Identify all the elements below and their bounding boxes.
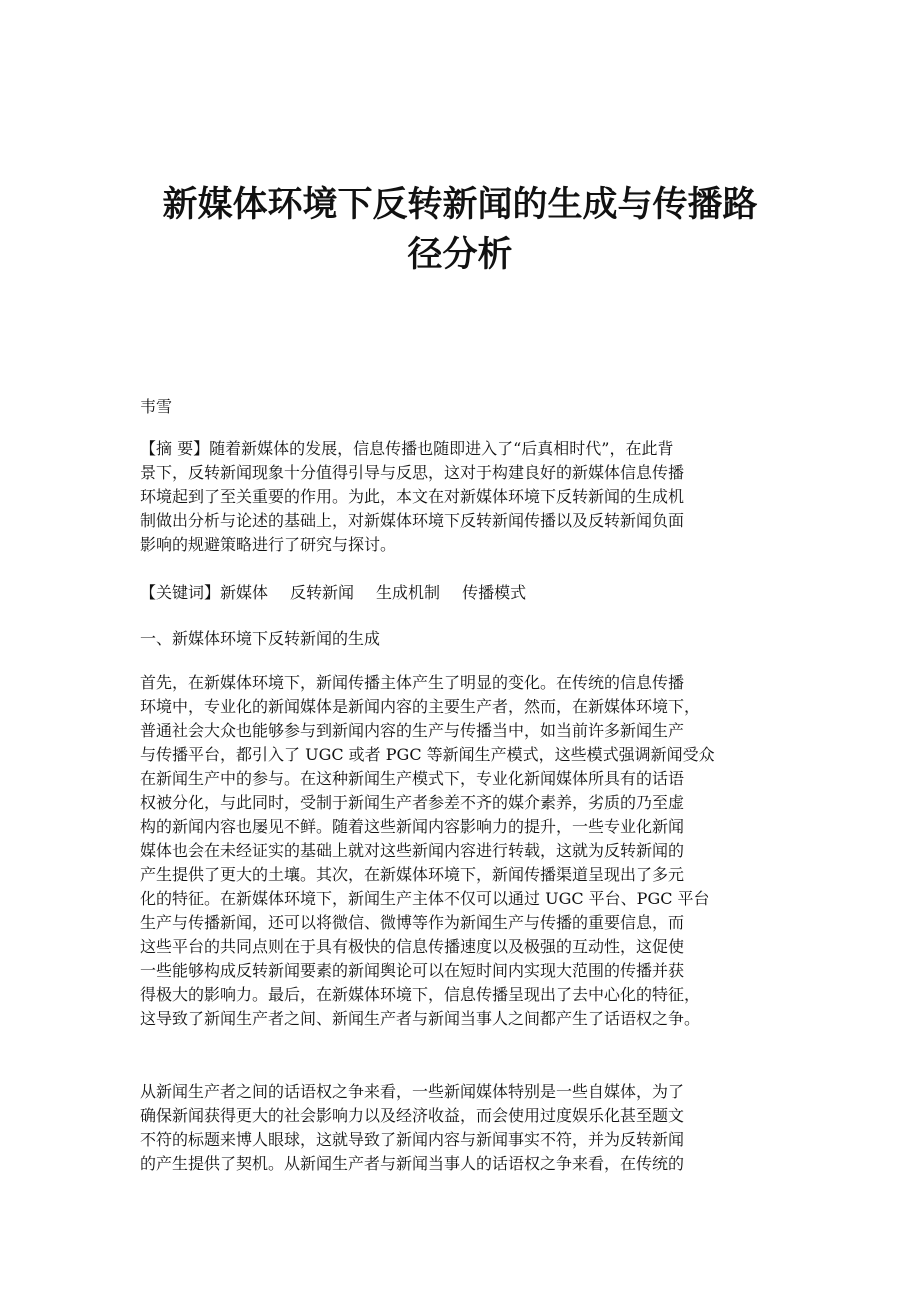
paragraph-line: 普通社会大众也能够参与到新闻内容的生产与传播当中，如当前许多新闻生产: [140, 721, 685, 740]
paragraph-line: 首先，在新媒体环境下，新闻传播主体产生了明显的变化。在传统的信息传播: [140, 673, 685, 692]
title-line-1: 新媒体环境下反转新闻的生成与传播路: [162, 185, 758, 225]
abstract-line: 【摘 要】随着新媒体的发展，信息传播也随即进入了“后真相时代”，在此背: [140, 439, 674, 458]
abstract-line: 制做出分析与论述的基础上，对新媒体环境下反转新闻传播以及反转新闻负面: [140, 511, 685, 530]
keywords-label: 【关键词】: [140, 583, 221, 602]
paragraph-line: 在新闻生产中的参与。在这种新闻生产模式下，专业化新闻媒体所具有的话语: [140, 769, 685, 788]
paragraph-line: 得极大的影响力。最后，在新媒体环境下，信息传播呈现出了去中心化的特征，: [140, 985, 701, 1004]
abstract-line: 影响的规避策略进行了研究与探讨。: [140, 535, 397, 554]
abstract-line: 环境起到了至关重要的作用。为此，本文在对新媒体环境下反转新闻的生成机: [140, 487, 685, 506]
paragraph-line: 环境中，专业化的新闻媒体是新闻内容的主要生产者，然而，在新媒体环境下，: [140, 697, 701, 716]
section-heading: 一、新媒体环境下反转新闻的生成: [140, 629, 381, 648]
paragraph-line: 这些平台的共同点则在于具有极快的信息传播速度以及极强的互动性，这促使: [140, 937, 685, 956]
abstract: [140, 437, 780, 557]
paragraph-line: 化的特征。在新媒体环境下，新闻生产主体不仅可以通过 UGC 平台、PGC 平台: [140, 889, 710, 908]
paragraph-line: 这导致了新闻生产者之间、新闻生产者与新闻当事人之间都产生了话语权之争。: [140, 1009, 701, 1028]
paragraph-line: 一些能够构成反转新闻要素的新闻舆论可以在短时间内实现大范围的传播并获: [140, 961, 685, 980]
keyword: 新媒体: [220, 583, 269, 602]
keyword: 反转新闻: [290, 583, 355, 602]
abstract-line: 景下，反转新闻现象十分值得引导与反思，这对于构建良好的新媒体信息传播: [140, 463, 685, 482]
paragraph-line: 媒体也会在未经证实的基础上就对这些新闻内容进行转载，这就为反转新闻的: [140, 841, 685, 860]
paragraph-line: 生产与传播新闻，还可以将微信、微博等作为新闻生产与传播的重要信息，而: [140, 913, 685, 932]
paper-title: [120, 180, 800, 280]
abstract-label: 【摘 要】: [140, 439, 210, 458]
paragraph-line: 不符的标题来博人眼球，这就导致了新闻内容与新闻事实不符，并为反转新闻: [140, 1130, 685, 1149]
title-line-2: 径分析: [407, 235, 513, 275]
paragraph-line: 权被分化，与此同时，受制于新闻生产者参差不齐的媒介素养，劣质的乃至虚: [140, 793, 685, 812]
paragraph-line: 产生提供了更大的土壤。其次，在新媒体环境下，新闻传播渠道呈现出了多元: [140, 865, 685, 884]
paragraph-line: 从新闻生产者之间的话语权之争来看，一些新闻媒体特别是一些自媒体，为了: [140, 1082, 685, 1101]
paragraph-line: 的产生提供了契机。从新闻生产者与新闻当事人的话语权之争来看，在传统的: [140, 1154, 685, 1173]
paragraph-line: 构的新闻内容也屡见不鲜。随着这些新闻内容影响力的提升，一些专业化新闻: [140, 817, 685, 836]
paragraph-line: 与传播平台，都引入了 UGC 或者 PGC 等新闻生产模式，这些模式强调新闻受众: [140, 745, 715, 764]
author-name: 韦雪: [140, 397, 173, 416]
body-paragraph-1: [140, 671, 780, 1031]
body-paragraph-2: [140, 1080, 780, 1176]
keyword: 传播模式: [462, 583, 527, 602]
paragraph-line: 确保新闻获得更大的社会影响力以及经济收益，而会使用过度娱乐化甚至题文: [140, 1106, 685, 1125]
keyword: 生成机制: [376, 583, 441, 602]
keywords: [140, 581, 780, 605]
